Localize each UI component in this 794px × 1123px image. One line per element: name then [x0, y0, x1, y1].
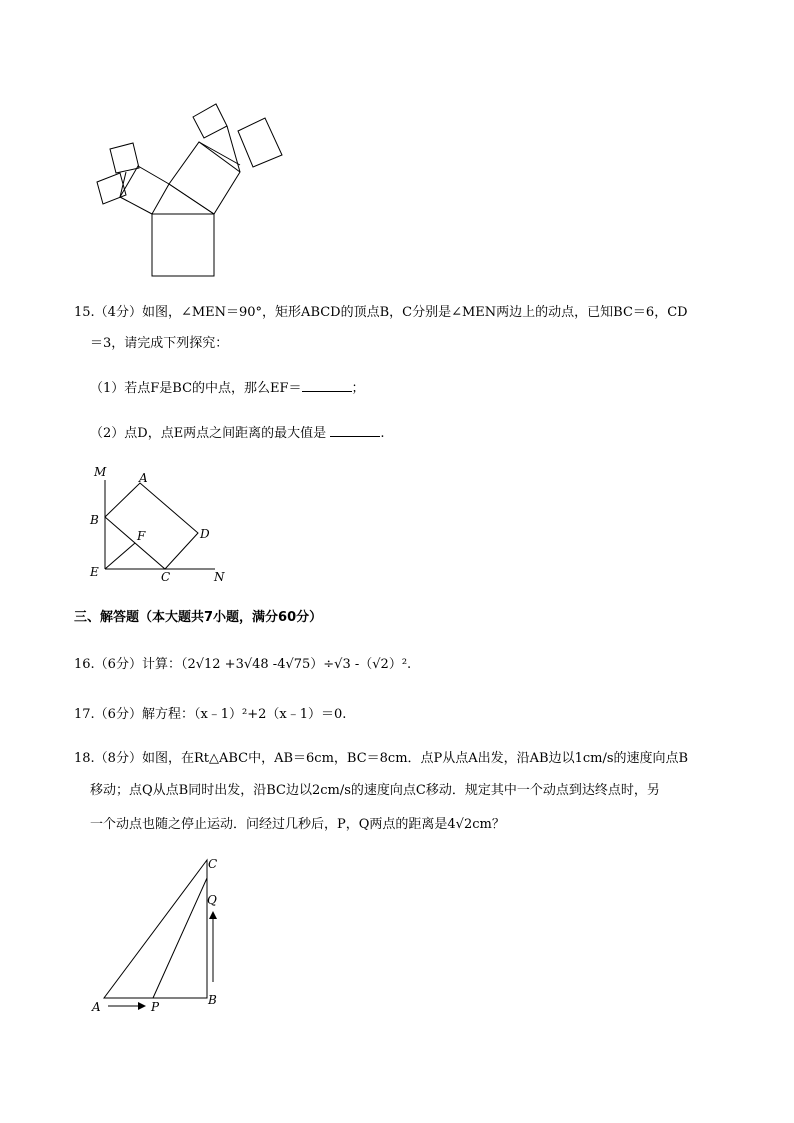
q18-line3: 一个动点也随之停止运动．问经过几秒后，P，Q两点的距离是4√2cm？ [90, 817, 505, 832]
q15-part2-end: . [380, 426, 385, 441]
q16-expression: （2√12 +3√48 -4√75）÷√3 -（√2）². [180, 657, 412, 672]
diagonal-line [169, 184, 214, 214]
small-square-4 [238, 118, 282, 167]
label-b2: B [208, 993, 217, 1007]
pythagoras-tree-figure [80, 95, 300, 285]
base-square [152, 214, 214, 276]
label-d: D [200, 527, 210, 541]
triangle-abc [104, 860, 207, 998]
left-square [120, 166, 169, 214]
segment-ef [105, 543, 135, 569]
rectangle-abcd [105, 483, 198, 569]
label-c: C [161, 570, 171, 584]
label-e: E [90, 565, 99, 579]
q15-figure [85, 460, 235, 588]
label-b: B [90, 513, 99, 527]
small-square-3 [193, 104, 227, 138]
q16-prefix: 16.（6分）计算： [74, 657, 181, 672]
label-q: Q [207, 893, 217, 907]
label-a: A [139, 471, 148, 485]
section-heading: 三、解答题（本大题共7小题，满分60分） [74, 610, 323, 625]
right-square [169, 142, 240, 214]
inner-line-3 [227, 126, 240, 172]
label-a2: A [92, 1000, 101, 1014]
q15-part1 [90, 379, 365, 398]
q18-line2: 移动；点Q从点B同时出发，沿BC边以2cm/s的速度向点C移动．规定其中一个动点到达终点时，另 [90, 783, 660, 798]
inner-line-2 [199, 142, 240, 165]
q18-line1: 18.（8分）如图，在Rt△ABC中，AB＝6cm，BC＝8cm．点P从点A出发，沿AB边以1cm/s的速度向点B [74, 751, 689, 766]
q15-part1-text: （1）若点F是BC的中点，那么EF＝ [90, 381, 302, 396]
q16 [74, 656, 411, 674]
q15-part2-text: （2）点D，点E两点之间距离的最大值是 [90, 426, 327, 441]
q15-part2 [90, 424, 384, 443]
q15-line2: ＝3，请完成下列探究： [90, 336, 229, 351]
label-n: N [214, 570, 225, 584]
small-square-2 [110, 143, 139, 173]
q17: 17.（6分）解方程：（x﹣1）²+2（x﹣1）＝0. [74, 707, 347, 722]
q15-part1-end: ； [351, 381, 365, 396]
label-c2: C [208, 857, 218, 871]
answer-blank-2[interactable] [330, 424, 380, 437]
answer-blank-1[interactable] [302, 379, 352, 392]
label-p: P [151, 1000, 160, 1014]
q18-figure [85, 850, 235, 1020]
q15-line1: 15.（4分）如图，∠MEN＝90°，矩形ABCD的顶点B，C分别是∠MEN两边上的动点，已知BC＝6，CD [74, 305, 688, 320]
label-m: M [94, 465, 107, 479]
label-f: F [137, 529, 146, 543]
